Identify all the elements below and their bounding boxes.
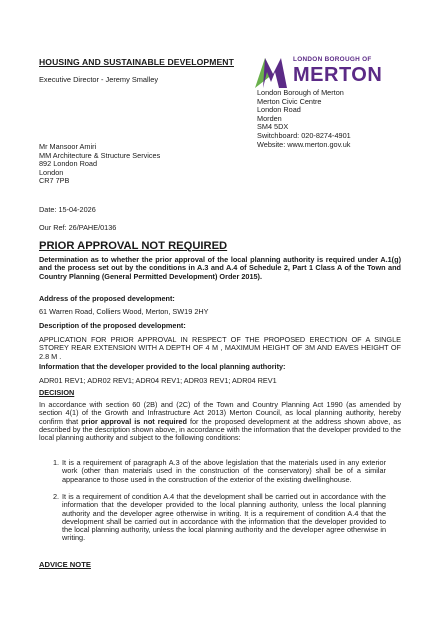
merton-logo-icon [253,54,289,90]
logo-merton-text: MERTON [293,64,383,86]
council-address-line: Merton Civic Centre [257,96,322,106]
council-address-line: SM4 5DX [257,122,289,132]
council-address-line: London Borough of Merton [257,88,344,97]
decision-heading: DECISION [39,388,75,397]
letter-date: Date: 15-04-2026 [39,205,96,214]
condition-number: 1. [53,458,60,467]
letter-reference: Our Ref: 26/PAHE/0136 [39,223,117,232]
recipient-address [39,143,160,186]
decision-text-part: for the proposed development at the address shown above, as described by the description shown above, in accordance with the information that the developer provided to the local planning authority and subject to the following conditions: [39,416,401,443]
decision-text-bold: prior approval is not required [81,416,187,426]
advice-note-heading: ADVICE NOTE [39,560,91,569]
council-address [257,89,351,149]
decision-text-part: In accordance with section 60 (2B) and (2C) of the Town and Country Planning Act 1990 (as amended by section 4(1) of the Growth and Infrastructure Act 2013) Merton Council, as local planning authority, hereby confirm that [39,400,401,426]
recipient-company: MM Architecture & Structure Services [39,150,161,160]
condition-text: It is a requirement of condition A.4 that the development shall be carried out in accordance with the information that the developer provided to the local planning authority, unless the local planning authority and the developer agree otherwise in writing. It is a requirement of condition A.4 that the development shall be carried out in accordance with the information that the developer provided to the local planning authority, unless the local planning authority and the developer agree otherwise in writing. [62,492,386,543]
department-heading: HOUSING AND SUSTAINABLE DEVELOPMENT [39,57,234,67]
determination-text: Determination as to whether the prior approval of the local planning authority is required under A.1(g) and the process set out by the conditions in A.3 and A.4 of Schedule 2, Part 1 Class A of the Town and Country Planning (General Permitted Development) Order 2015). [39,255,401,281]
condition-text: It is a requirement of paragraph A.3 of the above legislation that the materials used in any exterior work (other than materials used in the construction of the conservatory) shall be of a similar appearance to those used in the construction of the exterior of the existing dwellinghouse. [62,458,386,484]
page-title: PRIOR APPROVAL NOT REQUIRED [39,240,228,252]
executive-director: Executive Director - Jeremy Smalley [39,75,159,84]
council-switchboard: Switchboard: 020-8274-4901 [257,130,351,140]
information-heading: Information that the developer provided to the local planning authority: [39,362,286,371]
information-value: ADR01 REV1; ADR02 REV1; ADR04 REV1; ADR03 REV1; ADR04 REV1 [39,376,277,385]
council-address-line: London Road [257,105,301,115]
address-value: 61 Warren Road, Colliers Wood, Merton, SW19 2HY [39,307,209,316]
address-heading: Address of the proposed development: [39,294,175,303]
recipient-city: London [39,167,64,177]
logo-borough-text: LONDON BOROUGH OF [293,56,372,63]
council-address-line: Morden [257,113,282,123]
decision-text [39,401,401,442]
description-heading: Description of the proposed development: [39,321,186,330]
recipient-postcode: CR7 7PB [39,176,70,186]
recipient-street: 892 London Road [39,159,98,169]
recipient-name: Mr Mansoor Amiri [39,142,97,151]
description-value: APPLICATION FOR PRIOR APPROVAL IN RESPECT OF THE PROPOSED ERECTION OF A SINGLE STOREY REAR EXTENSION WITH A DEPTH OF 4 M , MAXIMUM HEIGHT OF 3M AND EAVES HEIGHT OF 2.8 M . [39,335,401,361]
condition-number: 2. [53,492,60,501]
council-website: Website: www.merton.gov.uk [257,139,351,149]
merton-logo [253,54,393,90]
